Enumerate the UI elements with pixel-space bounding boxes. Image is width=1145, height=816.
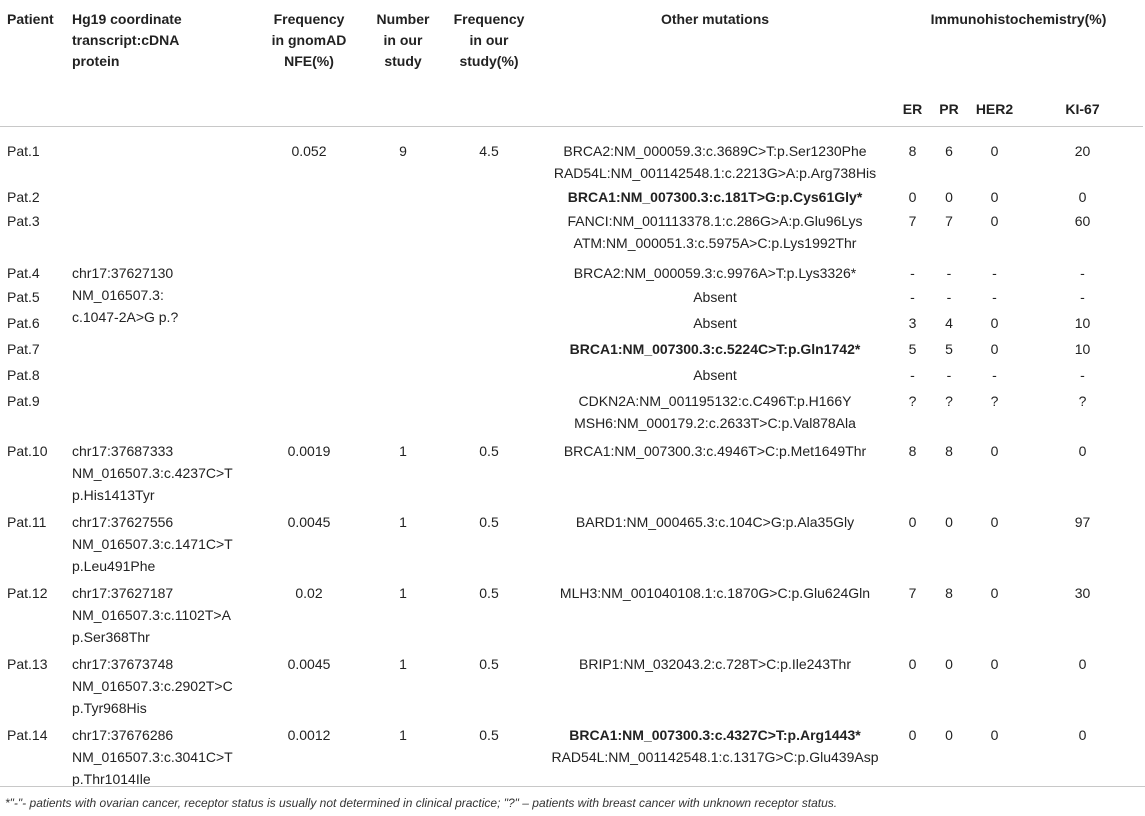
patient-id: Pat.8	[7, 367, 40, 383]
study-frequency: 4.5	[479, 143, 499, 159]
er-value: 3	[908, 315, 917, 331]
pr-value: 0	[945, 656, 953, 672]
her2-value: 0	[990, 727, 999, 743]
study-number: 1	[399, 727, 407, 743]
pr-value: -	[946, 367, 952, 383]
her2-value: 0	[990, 213, 999, 229]
header-immunohistochemistry: Immunohistochemistry(%)	[930, 11, 1107, 27]
table-row	[0, 260, 1143, 286]
ki67-value: 30	[1074, 585, 1091, 601]
er-value: 8	[908, 143, 917, 159]
er-value: 0	[908, 727, 917, 743]
header-ki67: KI-67	[1022, 90, 1143, 127]
er-value: 8	[908, 443, 917, 459]
pr-value: 8	[945, 585, 953, 601]
header-other-mutations: Other mutations	[660, 11, 770, 27]
study-frequency: 0.5	[479, 727, 499, 743]
study-frequency: 0.5	[479, 585, 499, 601]
her2-value: ?	[990, 393, 999, 409]
er-value: ?	[908, 393, 917, 409]
patient-id: Pat.10	[7, 443, 48, 459]
study-frequency: 0.5	[479, 514, 499, 530]
er-value: -	[910, 289, 915, 305]
pr-value: 5	[945, 341, 953, 357]
her2-value: -	[992, 265, 997, 281]
other-mutations: Absent	[693, 289, 737, 305]
ki67-value: 60	[1074, 213, 1091, 229]
er-value: 5	[908, 341, 917, 357]
other-mutations: BRCA1:NM_007300.3:c.5224C>T:p.Gln1742*	[569, 341, 861, 357]
er-value: 0	[908, 514, 917, 530]
patient-id: Pat.1	[7, 143, 40, 159]
study-number: 9	[399, 143, 407, 159]
pr-value: 6	[945, 143, 953, 159]
table-footnote: *"-"- patients with ovarian cancer, receptor status is usually not determined in clinical practice; "?" – patients with breast cancer with unknown receptor status.	[0, 786, 1145, 810]
pr-value: 0	[945, 189, 953, 205]
ki67-value: 10	[1074, 341, 1091, 357]
er-value: -	[910, 265, 915, 281]
table-row	[0, 511, 1143, 582]
gnomad-frequency: 0.0012	[287, 727, 331, 743]
other-mutations: MLH3:NM_001040108.1:c.1870G>C:p.Glu624Gln	[559, 585, 871, 601]
pr-value: 0	[945, 727, 953, 743]
gnomad-frequency: 0.02	[295, 585, 323, 601]
ki67-value: 97	[1074, 514, 1091, 530]
her2-value: 0	[990, 341, 999, 357]
pr-value: ?	[945, 393, 953, 409]
other-mutations: BRCA1:NM_007300.3:c.181T>G:p.Cys61Gly*	[567, 189, 863, 205]
patient-id: Pat.6	[7, 315, 40, 331]
pr-value: 8	[945, 443, 953, 459]
pr-value: -	[946, 265, 952, 281]
coordinate: chr17:37627556 NM_016507.3:c.1471C>T p.Leu491Phe	[72, 514, 233, 574]
other-mutations: BARD1:NM_000465.3:c.104C>G:p.Ala35Gly	[575, 514, 855, 530]
header-study-frequency: Frequency in our study(%)	[453, 11, 525, 69]
other-mutations: CDKN2A:NM_001195132:c.C496T:p.H166Y MSH6:NM_000179.2:c.2633T>C:p.Val878Ala	[574, 393, 856, 431]
ki67-value: -	[1080, 367, 1085, 383]
coordinate: chr17:37627187 NM_016507.3:c.1102T>A p.Ser368Thr	[72, 585, 231, 645]
er-value: -	[910, 367, 915, 383]
gnomad-frequency: 0.052	[291, 143, 327, 159]
ki67-value: -	[1080, 265, 1085, 281]
er-value: 7	[908, 585, 917, 601]
table-row	[0, 653, 1143, 724]
table-row	[0, 440, 1143, 511]
her2-value: 0	[990, 315, 999, 331]
her2-value: 0	[990, 585, 999, 601]
pr-value: 0	[945, 514, 953, 530]
other-mutations: Absent	[693, 315, 737, 331]
ki67-value: 20	[1074, 143, 1091, 159]
ki67-value: 0	[1078, 443, 1087, 459]
study-number: 1	[399, 443, 407, 459]
group-coordinate: chr17:37627130 NM_016507.3: c.1047-2A>G p.?	[72, 265, 179, 325]
er-value: 0	[908, 189, 917, 205]
patient-id: Pat.7	[7, 341, 40, 357]
gnomad-frequency: 0.0019	[287, 443, 331, 459]
header-pr: PR	[931, 90, 967, 127]
study-number: 1	[399, 585, 407, 601]
her2-value: 0	[990, 143, 999, 159]
header-number: Number in our study	[376, 11, 430, 69]
ki67-value: ?	[1078, 393, 1087, 409]
patient-id: Pat.3	[7, 213, 40, 229]
patient-id: Pat.12	[7, 585, 48, 601]
other-mutations: FANCI:NM_001113378.1:c.286G>A:p.Glu96Lys ATM:NM_000051.3:c.5975A>C:p.Lys1992Thr	[567, 213, 863, 251]
ki67-value: 0	[1078, 656, 1087, 672]
ki67-value: 0	[1078, 727, 1087, 743]
table-row	[0, 127, 1143, 185]
her2-value: -	[992, 367, 997, 383]
patient-id: Pat.11	[7, 514, 47, 530]
er-value: 0	[908, 656, 917, 672]
ki67-value: 0	[1078, 189, 1087, 205]
header-gnomad-frequency: Frequency in gnomAD NFE(%)	[271, 11, 347, 69]
study-frequency: 0.5	[479, 443, 499, 459]
header-patient: Patient	[7, 11, 54, 27]
header-her2: HER2	[967, 90, 1022, 127]
coordinate: chr17:37673748 NM_016507.3:c.2902T>C p.Tyr968His	[72, 656, 233, 716]
pr-value: 7	[945, 213, 953, 229]
patient-id: Pat.13	[7, 656, 48, 672]
her2-value: 0	[990, 514, 999, 530]
gnomad-frequency: 0.0045	[287, 514, 331, 530]
her2-value: 0	[990, 656, 999, 672]
gnomad-frequency: 0.0045	[287, 656, 331, 672]
header-coordinate: Hg19 coordinate transcript:cDNA protein	[72, 11, 182, 69]
coordinate: chr17:37687333 NM_016507.3:c.4237C>T p.His1413Tyr	[72, 443, 233, 503]
patient-id: Pat.14	[7, 727, 48, 743]
study-number: 1	[399, 656, 407, 672]
pr-value: 4	[945, 315, 953, 331]
patient-id: Pat.9	[7, 393, 40, 409]
er-value: 7	[908, 213, 917, 229]
ki67-value: 10	[1074, 315, 1091, 331]
other-mutations: BRIP1:NM_032043.2:c.728T>C:p.Ile243Thr	[579, 656, 851, 672]
other-mutations: BRCA1:NM_007300.3:c.4946T>C:p.Met1649Thr	[563, 443, 867, 459]
patient-id: Pat.2	[7, 189, 40, 205]
table-row	[0, 184, 1143, 210]
header-er: ER	[894, 90, 931, 127]
pr-value: -	[946, 289, 952, 305]
study-frequency: 0.5	[479, 656, 499, 672]
coordinate: chr17:37676286 NM_016507.3:c.3041C>T p.Thr1014Ile	[72, 727, 233, 787]
her2-value: -	[992, 289, 997, 305]
table-row	[0, 582, 1143, 653]
study-number: 1	[399, 514, 407, 530]
table-row	[0, 210, 1143, 260]
other-mutations: BRCA2:NM_000059.3:c.3689C>T:p.Ser1230Phe RAD54L:NM_001142548.1:c.2213G>A:p.Arg738His	[553, 143, 877, 181]
patient-id: Pat.4	[7, 265, 40, 281]
ki67-value: -	[1080, 289, 1085, 305]
her2-value: 0	[990, 189, 999, 205]
other-mutations: BRCA1:NM_007300.3:c.4327C>T:p.Arg1443* RAD54L:NM_001142548.1:c.1317G>C:p.Glu439Asp	[551, 727, 879, 765]
other-mutations: Absent	[693, 367, 737, 383]
her2-value: 0	[990, 443, 999, 459]
patient-id: Pat.5	[7, 289, 40, 305]
other-mutations: BRCA2:NM_000059.3:c.9976A>T:p.Lys3326*	[573, 265, 857, 281]
